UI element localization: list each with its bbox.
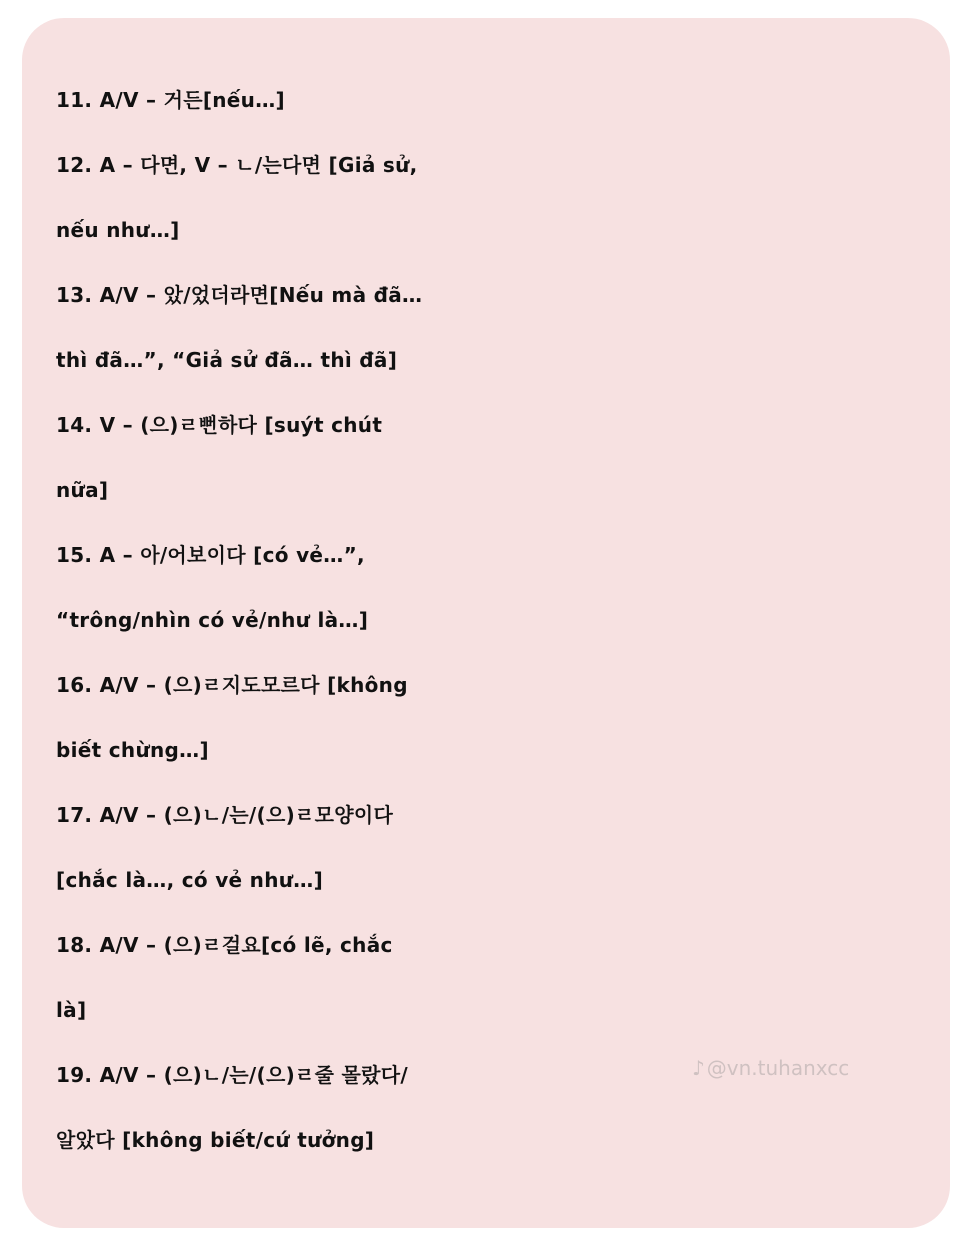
grammar-line: 11. A/V – 거든[nếu…]: [56, 88, 285, 112]
grammar-line: 14. V – (으)ㄹ뻔하다 [suýt chút: [56, 413, 383, 437]
grammar-line: “trông/nhìn có vẻ/như là…]: [56, 608, 369, 632]
grammar-line: [chắc là…, có vẻ như…]: [56, 868, 324, 892]
grammar-line: thì đã…”, “Giả sử đã… thì đã]: [56, 348, 398, 372]
grammar-line: 19. A/V – (으)ㄴ/는/(으)ㄹ줄 몰랐다/: [56, 1063, 408, 1087]
grammar-line: 12. A – 다면, V – ㄴ/는다면 [Giả sử,: [56, 153, 418, 177]
grammar-card: [22, 18, 950, 1228]
tiktok-note-icon: ♪: [692, 1056, 705, 1080]
grammar-line: biết chừng…]: [56, 738, 209, 762]
grammar-line: 16. A/V – (으)ㄹ지도모르다 [không: [56, 673, 408, 697]
grammar-line: 13. A/V – 았/었더라면[Nếu mà đã…: [56, 283, 423, 307]
grammar-line: 15. A – 아/어보이다 [có vẻ…”,: [56, 543, 365, 567]
grammar-line: 17. A/V – (으)ㄴ/는/(으)ㄹ모양이다: [56, 803, 394, 827]
grammar-line: nữa]: [56, 478, 109, 502]
grammar-line: 18. A/V – (으)ㄹ걸요[có lẽ, chắc: [56, 933, 393, 957]
grammar-line: là]: [56, 998, 87, 1022]
watermark: [692, 1056, 849, 1080]
watermark-text: @vn.tuhanxcc: [706, 1056, 850, 1080]
grammar-line: 알았다 [không biết/cứ tưởng]: [56, 1128, 375, 1152]
grammar-line: nếu như…]: [56, 218, 180, 242]
